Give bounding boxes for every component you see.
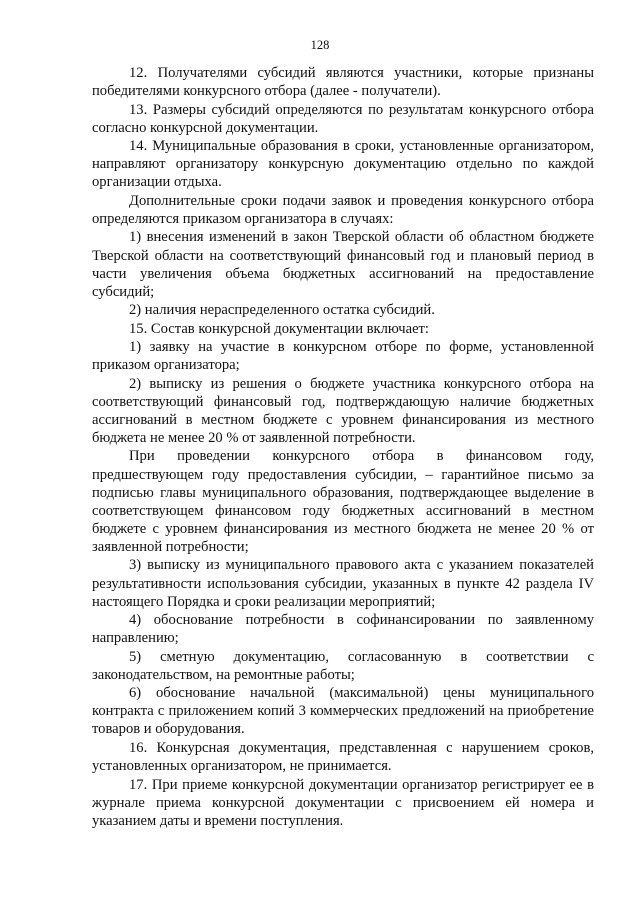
document-body xyxy=(92,64,594,830)
paragraph-item-16-late-docs: 16. Конкурсная документация, представленная с нарушением сроков, установленных организатором, не принимается. xyxy=(92,739,594,775)
paragraph-item-15-composition: 15. Состав конкурсной документации включает: xyxy=(129,320,429,337)
paragraph-case-2-remainder: 2) наличия нераспределенного остатка субсидий. xyxy=(129,302,435,319)
paragraph-item-14-submission: 14. Муниципальные образования в сроки, установленные организатором, направляют организатору конкурсную документацию отдельно по каждой организации отдыха. xyxy=(92,138,594,191)
paragraph-case-1-law-changes: 1) внесения изменений в закон Тверской области об областном бюджете Тверской области на соответствующий финансовый год и плановый период в части увеличения объема бюджетных ассигнований на предоставление субсидий; xyxy=(92,229,594,300)
paragraph-additional-deadlines: Дополнительные сроки подачи заявок и проведения конкурсного отбора определяются приказом организатора в случаях: xyxy=(92,192,594,227)
paragraph-guarantee-letter: При проведении конкурсного отбора в финансовом году, предшествующем году предоставления субсидии, – гарантийное письмо за подписью главы муниципального образования, подтверждающее выделение в соответствующем финансовом году бюджетных ассигнований в местном бюджете с уровнем финансирования из местного бюджета не менее 20 % от заявленной потребности; xyxy=(92,448,594,555)
paragraph-doc-6-price-justification: 6) обоснование начальной (максимальной) цены муниципального контракта с приложением копий 3 коммерческих предложений на приобретение товаров и оборудования. xyxy=(92,685,594,738)
page-number: 128 xyxy=(310,38,330,52)
paragraph-doc-4-justification: 4) обоснование потребности в софинансировании по заявленному направлению; xyxy=(92,612,594,647)
paragraph-doc-2-budget-extract: 2) выписку из решения о бюджете участника конкурсного отбора на соответствующий финансовый год, подтверждающую наличие бюджетных ассигнований в местном бюджете с уровнем финансирования из местного бюджета не менее 20 % от заявленной потребности. xyxy=(92,375,594,446)
paragraph-item-17-registration: 17. При приеме конкурсной документации организатор регистрирует ее в журнале приема конкурсной документации с присвоением ей номера и указанием даты и времени поступления. xyxy=(92,776,594,829)
paragraph-doc-3-municipal-act: 3) выписку из муниципального правового акта с указанием показателей результативности использования субсидии, указанных в пункте 42 раздела IV настоящего Порядка и сроки реализации мероприятий; xyxy=(92,557,594,610)
paragraph-item-12-recipients: 12. Получателями субсидий являются участники, которые признаны победителями конкурсного отбора (далее - получатели). xyxy=(92,65,594,100)
paragraph-item-13-subsidy-amounts: 13. Размеры субсидий определяются по результатам конкурсного отбора согласно конкурсной документации. xyxy=(92,101,594,136)
paragraph-doc-1-application: 1) заявку на участие в конкурсном отборе по форме, установленной приказом организатора; xyxy=(92,339,594,374)
paragraph-doc-5-estimates: 5) сметную документацию, согласованную в соответствии с законодательством, на ремонтные работы; xyxy=(92,648,594,683)
